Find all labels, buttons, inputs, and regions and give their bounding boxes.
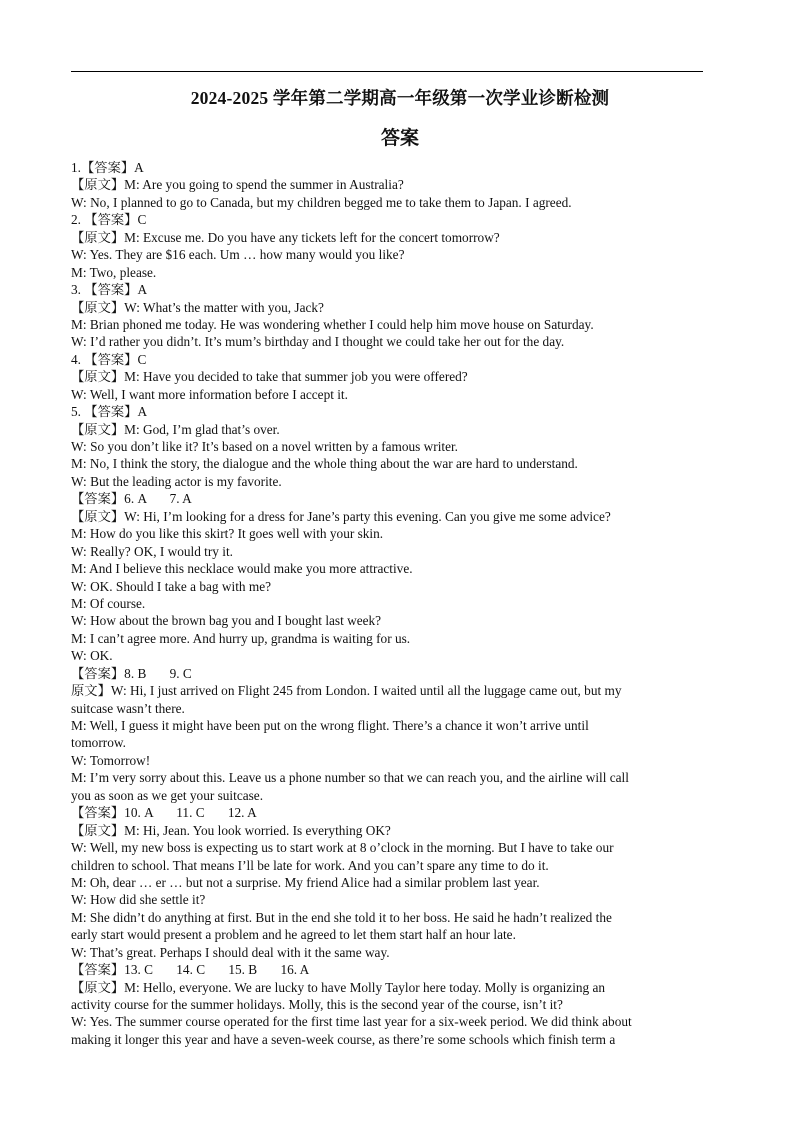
text-line: M: Brian phoned me today. He was wondering whether I could help him move house on Saturday. <box>71 316 594 332</box>
text-line: 【原文】M: Hi, Jean. You look worried. Is everything OK? <box>71 822 391 838</box>
text-line: M: How do you like this skirt? It goes well with your skin. <box>71 526 384 542</box>
text-line: tomorrow. <box>71 735 126 751</box>
text-line: W: Yes. They are $16 each. Um … how many would you like? <box>71 247 405 263</box>
text-line: W: How about the brown bag you and I bought last week? <box>71 613 382 629</box>
text-line: M: And I believe this necklace would make you more attractive. <box>71 561 413 577</box>
text-line: W: Really? OK, I would try it. <box>71 543 233 559</box>
text-line: 3. 【答案】A <box>71 282 148 298</box>
text-line: 1.【答案】A <box>71 160 144 175</box>
text-line: 【答案】13. C 14. C 15. B 16. A <box>71 962 310 978</box>
text-line: W: But the leading actor is my favorite. <box>71 473 282 489</box>
text-line: W: Well, my new boss is expecting us to start work at 8 o’clock in the morning. But I have to take our <box>71 840 614 856</box>
text-line: 原文】W: Hi, I just arrived on Flight 245 from London. I waited until all the luggage came out, but my <box>71 683 622 699</box>
document-subtitle: 答案 <box>380 128 419 149</box>
text-line: 【原文】M: Excuse me. Do you have any tickets left for the concert tomorrow? <box>71 229 500 245</box>
text-line: 【原文】M: God, I’m glad that’s over. <box>71 421 280 437</box>
text-line: children to school. That means I’ll be late for work. And you can’t spare any time to do it. <box>71 857 549 873</box>
text-line: W: Tomorrow! <box>71 752 151 768</box>
text-line: 2. 【答案】C <box>71 212 147 228</box>
text-line: M: Oh, dear … er … but not a surprise. My friend Alice had a similar problem last year. <box>71 874 540 890</box>
text-line: 4. 【答案】C <box>71 351 147 367</box>
text-line: M: Two, please. <box>71 264 157 280</box>
text-line: 【原文】M: Are you going to spend the summer in Australia? <box>71 177 404 193</box>
text-line: W: OK. Should I take a bag with me? <box>71 578 272 594</box>
document-title: 2024-2025 学年第二学期高一年级第一次学业诊断检测 <box>190 88 610 108</box>
text-line: M: Of course. <box>71 595 146 611</box>
text-line: M: I can’t agree more. And hurry up, grandma is waiting for us. <box>71 630 411 646</box>
text-line: suitcase wasn’t there. <box>71 700 185 716</box>
text-line: 【原文】W: Hi, I’m looking for a dress for Jane’s party this evening. Can you give me some advice? <box>71 508 611 524</box>
text-line: M: Well, I guess it might have been put on the wrong flight. There’s a chance it won’t arrive until <box>71 718 589 733</box>
text-line: 【原文】M: Hello, everyone. We are lucky to have Molly Taylor here today. Molly is organizing an <box>71 979 606 995</box>
text-line: making it longer this year and have a seven-week course, as there’re some schools which finish term a <box>71 1031 616 1047</box>
text-line: W: Yes. The summer course operated for the first time last year for a six-week period. We did think about <box>71 1014 632 1030</box>
text-line: 【原文】M: Have you decided to take that summer job you were offered? <box>71 369 468 385</box>
text-line: W: Well, I want more information before I accept it. <box>71 386 348 402</box>
text-line: activity course for the summer holidays. Molly, this is the second year of the course, isn’t it? <box>71 997 563 1012</box>
text-line: W: So you don’t like it? It’s based on a novel written by a famous writer. <box>71 439 459 454</box>
text-line: you as soon as we get your suitcase. <box>71 787 264 803</box>
text-line: 【答案】8. B 9. C <box>71 665 192 681</box>
text-line: M: She didn’t do anything at first. But in the end she told it to her boss. He said he hadn’t realized the <box>71 909 612 925</box>
text-line: W: OK. <box>71 648 113 664</box>
text-line: W: How did she settle it? <box>71 892 206 908</box>
text-line: 【答案】6. A 7. A <box>71 491 192 507</box>
text-line: 5. 【答案】A <box>71 404 148 420</box>
text-line: W: No, I planned to go to Canada, but my children begged me to take them to Japan. I agreed. <box>71 194 572 210</box>
text-line: 【答案】10. A 11. C 12. A <box>71 805 257 821</box>
text-line: M: I’m very sorry about this. Leave us a phone number so that we can reach you, and the airline will call <box>71 770 629 786</box>
header-rule <box>71 71 703 72</box>
text-line: early start would present a problem and he agreed to let them start half an hour late. <box>71 927 516 943</box>
transcript-body <box>71 159 703 1048</box>
text-line: M: No, I think the story, the dialogue and the whole thing about the war are hard to understand. <box>71 456 578 472</box>
text-line: 【原文】W: What’s the matter with you, Jack? <box>71 299 324 315</box>
text-line: W: That’s great. Perhaps I should deal with it the same way. <box>71 944 390 960</box>
text-line: W: I’d rather you didn’t. It’s mum’s birthday and I thought we could take her out for the day. <box>71 334 565 350</box>
